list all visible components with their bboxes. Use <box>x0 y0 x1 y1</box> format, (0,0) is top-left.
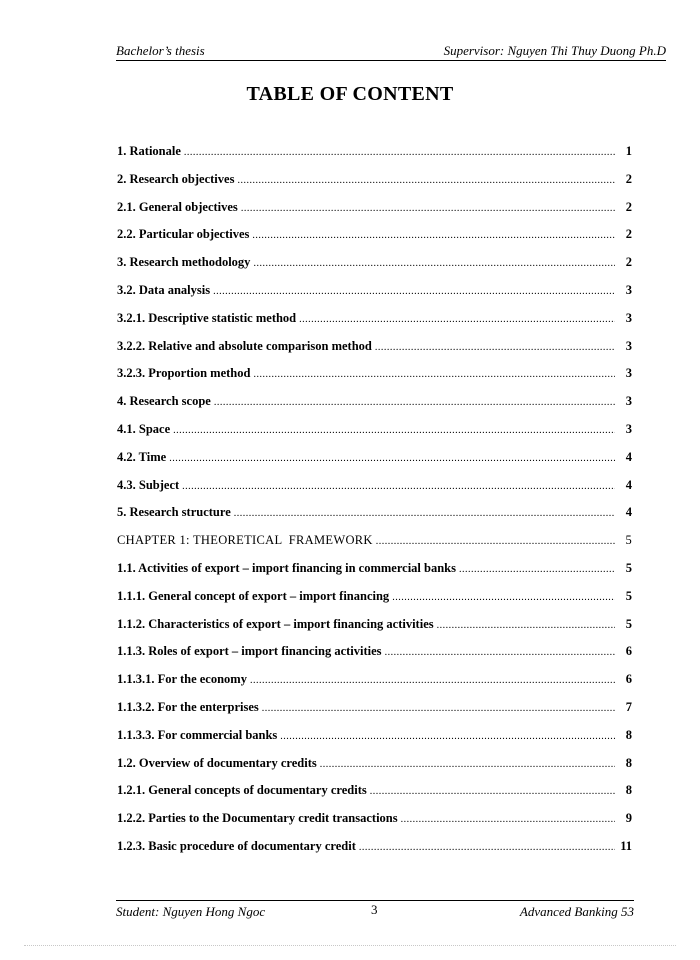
toc-dot-leader <box>459 564 615 575</box>
toc-entry[interactable] <box>117 644 632 672</box>
toc-entry-page: 5 <box>625 560 632 575</box>
toc-entry-page: 3 <box>625 421 632 436</box>
toc-entry-page: 1 <box>625 144 632 158</box>
toc-dot-leader <box>392 592 615 603</box>
toc-dot-leader <box>214 397 615 408</box>
toc-entry[interactable] <box>117 783 632 811</box>
footer-program: Advanced Banking 53 <box>519 904 634 919</box>
toc-entry[interactable] <box>117 283 632 311</box>
toc-dot-leader <box>213 286 615 297</box>
toc-entry-label: 3.2.2. Relative and absolute comparison method <box>117 338 372 353</box>
page-break-line <box>24 945 676 946</box>
toc-entry-label: 1. Rationale <box>117 144 181 158</box>
toc-entry-label: 4.1. Space <box>117 421 171 436</box>
toc-entry[interactable] <box>117 617 632 645</box>
toc-entry[interactable] <box>117 728 632 756</box>
toc-dot-leader <box>376 536 615 547</box>
toc-entry-label: 3.2.3. Proportion method <box>117 366 251 381</box>
toc-entry-label: 1.1.3. Roles of export – import financing activities <box>117 644 382 659</box>
toc-entry-label: 2.2. Particular objectives <box>117 227 250 242</box>
toc-dot-leader <box>359 842 615 853</box>
toc-entry-page: 3 <box>625 394 632 409</box>
toc-entry-label: 3.2. Data analysis <box>117 282 211 297</box>
toc-entry[interactable] <box>117 700 632 728</box>
toc-entry-page: 4 <box>625 449 632 464</box>
table-of-contents <box>117 144 632 867</box>
toc-dot-leader <box>262 703 615 714</box>
toc-entry[interactable] <box>117 366 632 394</box>
toc-entry[interactable] <box>117 589 632 617</box>
toc-entry-label: 1.1.3.3. For commercial banks <box>117 727 278 742</box>
toc-dot-leader <box>253 369 615 380</box>
toc-dot-leader <box>280 731 615 742</box>
toc-dot-leader <box>241 203 615 214</box>
toc-entry-label: 1.1. Activities of export – import financing in commercial banks <box>117 560 456 575</box>
toc-entry-label: 1.2.2. Parties to the Documentary credit transactions <box>117 811 398 826</box>
toc-dot-leader <box>375 342 615 353</box>
toc-entry[interactable] <box>117 422 632 450</box>
toc-dot-leader <box>237 175 615 186</box>
toc-entry-label: 3.2.1. Descriptive statistic method <box>117 310 297 325</box>
toc-entry-label: 1.2.1. General concepts of documentary credits <box>117 783 367 798</box>
toc-entry-label: 2. Research objectives <box>117 171 235 186</box>
toc-entry[interactable] <box>117 478 632 506</box>
toc-entry-label: 5. Research structure <box>117 505 231 520</box>
toc-dot-leader <box>437 620 615 631</box>
toc-dot-leader <box>252 230 615 241</box>
toc-entry-page: 2 <box>625 227 632 242</box>
toc-dot-leader <box>234 508 615 519</box>
toc-entry-page: 5 <box>625 588 632 603</box>
toc-dot-leader <box>401 814 615 825</box>
toc-dot-leader <box>173 425 615 436</box>
toc-entry-page: 3 <box>625 366 632 381</box>
toc-entry-page: 11 <box>620 838 632 853</box>
toc-entry-label: 4. Research scope <box>117 394 211 409</box>
toc-entry[interactable] <box>117 311 632 339</box>
toc-entry[interactable] <box>117 255 632 283</box>
toc-entry-page: 2 <box>625 199 632 214</box>
toc-entry-page: 6 <box>625 644 632 659</box>
toc-entry-label: 4.3. Subject <box>117 477 180 492</box>
toc-entry-label: 2.1. General objectives <box>117 199 238 214</box>
toc-entry-page: 3 <box>625 338 632 353</box>
toc-dot-leader <box>184 147 615 158</box>
toc-entry-page: 7 <box>625 699 632 714</box>
footer-page-number: 3 <box>371 902 378 917</box>
footer-student: Student: Nguyen Hong Ngoc <box>116 904 266 919</box>
toc-entry[interactable] <box>117 561 632 589</box>
toc-entry-label: 1.1.2. Characteristics of export – import financing activities <box>117 616 434 631</box>
toc-entry-page: 8 <box>625 755 632 770</box>
toc-entry-page: 5 <box>625 616 632 631</box>
toc-dot-leader <box>182 481 615 492</box>
toc-entry-page: 4 <box>625 505 632 520</box>
toc-entry[interactable] <box>117 172 632 200</box>
toc-entry[interactable] <box>117 339 632 367</box>
toc-dot-leader <box>169 453 615 464</box>
toc-entry-label: 1.2. Overview of documentary credits <box>117 755 317 770</box>
page-footer <box>116 900 634 921</box>
toc-entry-page: 8 <box>625 783 632 798</box>
toc-entry-label: 3. Research methodology <box>117 255 251 270</box>
header-thesis-type: Bachelor’s thesis <box>116 43 205 58</box>
toc-dot-leader <box>385 647 615 658</box>
toc-entry[interactable] <box>117 450 632 478</box>
toc-entry[interactable] <box>117 200 632 228</box>
toc-entry-label: 1.2.3. Basic procedure of documentary credit <box>117 838 356 853</box>
toc-entry-label: 4.2. Time <box>117 449 167 464</box>
header-supervisor: Supervisor: Nguyen Thi Thuy Duong Ph.D <box>443 43 666 58</box>
toc-entry-page: 2 <box>625 171 632 186</box>
toc-dot-leader <box>320 759 615 770</box>
toc-entry[interactable] <box>117 394 632 422</box>
toc-entry[interactable] <box>117 756 632 784</box>
toc-entry[interactable] <box>117 144 632 172</box>
toc-entry-page: 9 <box>625 811 632 826</box>
toc-entry-page: 4 <box>625 477 632 492</box>
toc-entry[interactable] <box>117 505 632 533</box>
toc-dot-leader <box>370 786 615 797</box>
toc-entry[interactable] <box>117 672 632 700</box>
toc-dot-leader <box>299 314 615 325</box>
toc-entry-page: 2 <box>625 255 632 270</box>
toc-entry-page: 3 <box>625 282 632 297</box>
toc-entry-page: 3 <box>625 310 632 325</box>
toc-entry-page: 6 <box>625 672 632 687</box>
toc-entry-label: 1.1.1. General concept of export – import financing <box>117 588 390 603</box>
toc-dot-leader <box>250 675 615 686</box>
toc-entry-page: 5 <box>625 533 632 548</box>
toc-entry[interactable] <box>117 227 632 255</box>
toc-entry-label: 1.1.3.1. For the economy <box>117 672 247 687</box>
toc-dot-leader <box>253 258 615 269</box>
page-title: TABLE OF CONTENT <box>246 83 454 105</box>
toc-entry-label: CHAPTER 1: THEORETICAL FRAMEWORK <box>117 533 373 548</box>
toc-entry-label: 1.1.3.2. For the enterprises <box>117 699 259 714</box>
page-header <box>116 41 666 61</box>
toc-entry[interactable] <box>117 533 632 561</box>
toc-entry[interactable] <box>117 839 632 867</box>
toc-entry-page: 8 <box>625 727 632 742</box>
toc-entry[interactable] <box>117 811 632 839</box>
